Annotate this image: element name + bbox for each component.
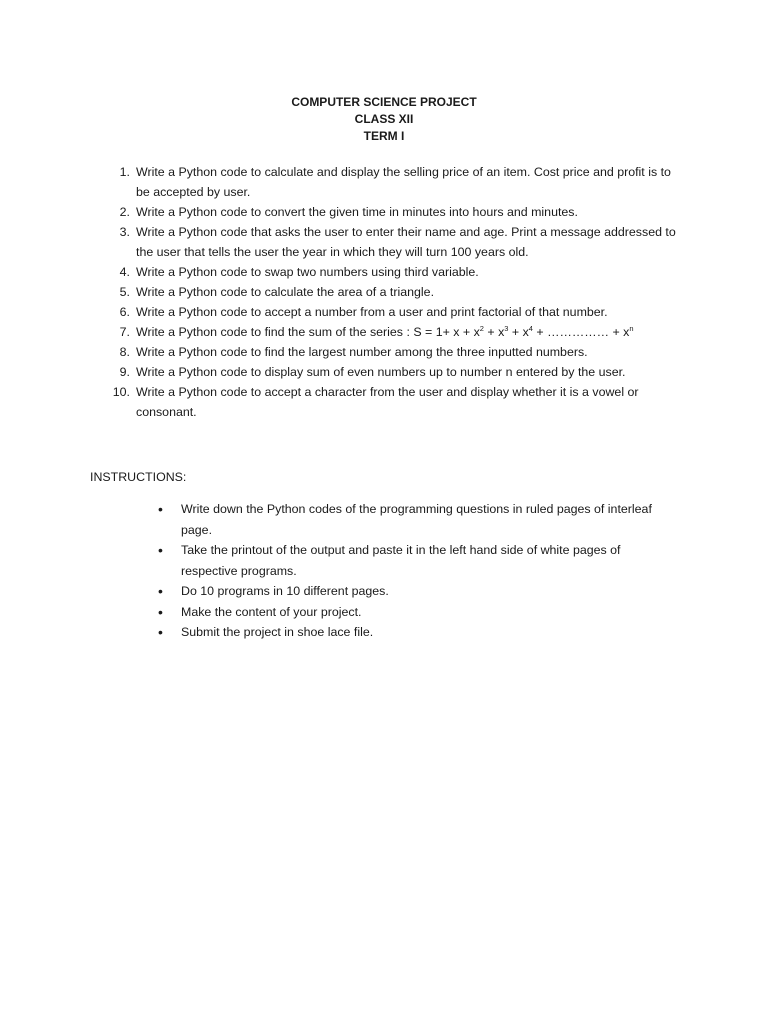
question-text: Write a Python code to accept a character from the user and display whether it is a vowel or consonant. xyxy=(136,385,639,419)
question-number: 9. xyxy=(119,365,130,379)
header-class: CLASS XII xyxy=(354,112,414,126)
bullet-icon: • xyxy=(158,501,163,517)
question-item xyxy=(0,382,768,422)
instruction-item xyxy=(0,622,768,643)
question-item xyxy=(0,262,768,282)
document-header xyxy=(0,94,768,145)
question-item xyxy=(0,202,768,222)
question-text: Write a Python code to accept a number from a user and print factorial of that number. xyxy=(136,305,608,319)
bullet-icon: • xyxy=(158,624,163,640)
question-number: 8. xyxy=(119,345,130,359)
instruction-text: Make the content of your project. xyxy=(181,604,362,619)
question-text: Write a Python code to swap two numbers using third variable. xyxy=(136,265,479,279)
series-text-mid: + …………… + x xyxy=(532,325,630,339)
question-item xyxy=(0,282,768,302)
series-exponent: 3 xyxy=(504,323,509,333)
question-text: Write a Python code to calculate the area of a triangle. xyxy=(136,285,435,299)
question-text: Write a Python code to calculate and display the selling price of an item. Cost price and profit is to be accepted by user. xyxy=(136,165,671,199)
question-item xyxy=(0,302,768,322)
question-text-series xyxy=(136,325,634,339)
instruction-item xyxy=(0,499,768,540)
question-number: 7. xyxy=(119,325,130,339)
bullet-icon: • xyxy=(158,583,163,599)
instruction-text: Take the printout of the output and paste it in the left hand side of white pages of respective programs. xyxy=(181,543,621,578)
question-number: 6. xyxy=(119,305,130,319)
series-exponent: 4 xyxy=(528,323,533,333)
question-number: 10. xyxy=(112,385,130,399)
question-text: Write a Python code that asks the user to enter their name and age. Print a message addressed to the user that tells the user the year in which they will turn 100 years old. xyxy=(136,225,676,259)
question-text: Write a Python code to display sum of even numbers up to number n entered by the user. xyxy=(136,365,626,379)
questions-list xyxy=(0,162,768,422)
instruction-text: Write down the Python codes of the programming questions in ruled pages of interleaf page. xyxy=(181,502,652,537)
question-text: Write a Python code to find the largest number among the three inputted numbers. xyxy=(136,345,588,359)
question-text: Write a Python code to convert the given time in minutes into hours and minutes. xyxy=(136,205,578,219)
instructions-list xyxy=(0,499,768,643)
question-item xyxy=(0,322,768,342)
series-text-mid: + x xyxy=(483,325,505,339)
question-number: 4. xyxy=(119,265,130,279)
instructions-heading: INSTRUCTIONS: xyxy=(90,470,187,484)
question-number: 1. xyxy=(119,165,130,179)
instruction-item xyxy=(0,581,768,602)
bullet-icon: • xyxy=(158,542,163,558)
question-item xyxy=(0,362,768,382)
instruction-item xyxy=(0,602,768,623)
question-number: 5. xyxy=(119,285,130,299)
header-term: TERM I xyxy=(363,129,405,143)
header-title: COMPUTER SCIENCE PROJECT xyxy=(291,95,477,109)
series-exponent: 2 xyxy=(479,323,484,333)
question-number: 2. xyxy=(119,205,130,219)
series-text-prefix: Write a Python code to find the sum of the series : S = 1+ x + x xyxy=(136,325,480,339)
series-exponent: n xyxy=(629,323,634,333)
question-number: 3. xyxy=(119,225,130,239)
question-item xyxy=(0,162,768,202)
question-item xyxy=(0,342,768,362)
instruction-item xyxy=(0,540,768,581)
instruction-text: Do 10 programs in 10 different pages. xyxy=(181,584,389,598)
series-text-mid: + x xyxy=(508,325,529,339)
instruction-text: Submit the project in shoe lace file. xyxy=(181,625,374,639)
question-item xyxy=(0,222,768,262)
bullet-icon: • xyxy=(158,603,163,620)
